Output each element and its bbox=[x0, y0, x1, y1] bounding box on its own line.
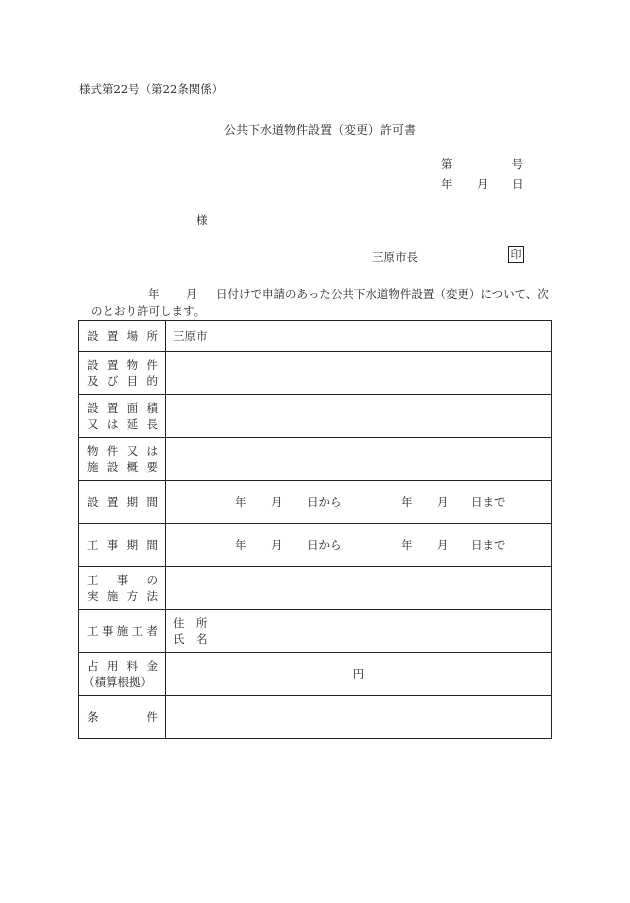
row-label-text: 条 件 bbox=[87, 710, 158, 724]
seal-mark: 印 bbox=[508, 246, 524, 263]
row-label-text: 工 事 の bbox=[87, 573, 158, 587]
row-value-cell[interactable] bbox=[166, 696, 552, 739]
period-unit: 月 bbox=[437, 538, 449, 552]
row-label-text: 工 事 期 間 bbox=[87, 538, 158, 552]
row-value-text: 三原市 bbox=[173, 329, 208, 343]
form-row bbox=[79, 610, 552, 653]
row-label-text: 設 置 場 所 bbox=[87, 329, 158, 343]
row-label-text: 占 用 料 金 bbox=[87, 659, 158, 673]
row-value-text: 円 bbox=[352, 667, 365, 681]
form-row bbox=[79, 567, 552, 610]
row-label-cell bbox=[79, 696, 166, 739]
row-label-text: 設 置 面 積 bbox=[87, 401, 158, 415]
period-unit: 年 bbox=[235, 538, 247, 552]
row-label-text: 及 び 目 的 bbox=[87, 374, 158, 388]
row-label-cell bbox=[79, 481, 166, 524]
row-label-cell bbox=[79, 653, 166, 696]
number-prefix: 第 bbox=[441, 157, 453, 171]
row-label-text: 工 事 施 工 者 bbox=[87, 624, 158, 638]
row-label-cell bbox=[79, 524, 166, 567]
contractor-name-label: 氏 名 bbox=[173, 632, 208, 646]
row-label-cell bbox=[79, 321, 166, 352]
period-unit: 月 bbox=[271, 538, 283, 552]
period-field bbox=[173, 537, 544, 553]
statement-line2: のとおり許可します。 bbox=[91, 304, 206, 318]
row-label-text: （積算根拠） bbox=[83, 675, 152, 689]
form-row bbox=[79, 321, 552, 352]
issuer-name: 三原市長 bbox=[372, 250, 418, 264]
period-unit: 年 bbox=[401, 538, 413, 552]
row-value-cell[interactable] bbox=[166, 395, 552, 438]
row-label-text: 物 件 又 は bbox=[87, 444, 158, 458]
row-value-cell[interactable] bbox=[166, 567, 552, 610]
document-number-line bbox=[441, 156, 523, 172]
period-unit: 日から bbox=[307, 495, 342, 509]
form-row bbox=[79, 653, 552, 696]
row-label-cell bbox=[79, 438, 166, 481]
form-row bbox=[79, 524, 552, 567]
period-unit: 年 bbox=[401, 495, 413, 509]
row-label-text: 設 置 期 間 bbox=[87, 495, 158, 509]
period-unit: 月 bbox=[437, 495, 449, 509]
row-label-text: 施 設 概 要 bbox=[87, 460, 158, 474]
number-suffix: 号 bbox=[511, 157, 523, 171]
statement-month: 月 bbox=[186, 287, 198, 301]
form-row bbox=[79, 696, 552, 739]
form-number: 様式第22号（第22条関係） bbox=[79, 82, 224, 96]
period-unit: 日まで bbox=[471, 538, 506, 552]
row-label-text: 実 施 方 法 bbox=[87, 589, 158, 603]
form-row bbox=[79, 481, 552, 524]
date-month: 月 bbox=[477, 177, 489, 191]
row-label-cell bbox=[79, 395, 166, 438]
row-label-text: 又 は 延 長 bbox=[87, 417, 158, 431]
period-unit: 月 bbox=[271, 495, 283, 509]
row-value-cell[interactable] bbox=[166, 321, 552, 352]
row-label-text: 設 置 物 件 bbox=[87, 358, 158, 372]
statement-year: 年 bbox=[148, 287, 160, 301]
row-value-cell[interactable] bbox=[166, 524, 552, 567]
row-value-cell[interactable] bbox=[166, 653, 552, 696]
form-row bbox=[79, 438, 552, 481]
row-value-cell[interactable] bbox=[166, 610, 552, 653]
date-year: 年 bbox=[441, 177, 453, 191]
row-value-cell[interactable] bbox=[166, 481, 552, 524]
document-title: 公共下水道物件設置（変更）許可書 bbox=[224, 123, 417, 137]
row-label-cell bbox=[79, 567, 166, 610]
permit-statement bbox=[88, 286, 558, 320]
period-field bbox=[173, 494, 544, 510]
row-label-cell bbox=[79, 352, 166, 395]
form-row bbox=[79, 352, 552, 395]
row-value-cell[interactable] bbox=[166, 352, 552, 395]
row-label-cell bbox=[79, 610, 166, 653]
contractor-address-label: 住 所 bbox=[173, 616, 208, 630]
period-unit: 日まで bbox=[471, 495, 506, 509]
form-row bbox=[79, 395, 552, 438]
period-unit: 日から bbox=[307, 538, 342, 552]
period-unit: 年 bbox=[235, 495, 247, 509]
permit-table bbox=[78, 320, 552, 739]
row-value-cell[interactable] bbox=[166, 438, 552, 481]
addressee-honorific: 様 bbox=[196, 213, 208, 227]
date-day: 日 bbox=[512, 177, 524, 191]
statement-line1: 日付けで申請のあった公共下水道物件設置（変更）について、次 bbox=[216, 287, 549, 301]
